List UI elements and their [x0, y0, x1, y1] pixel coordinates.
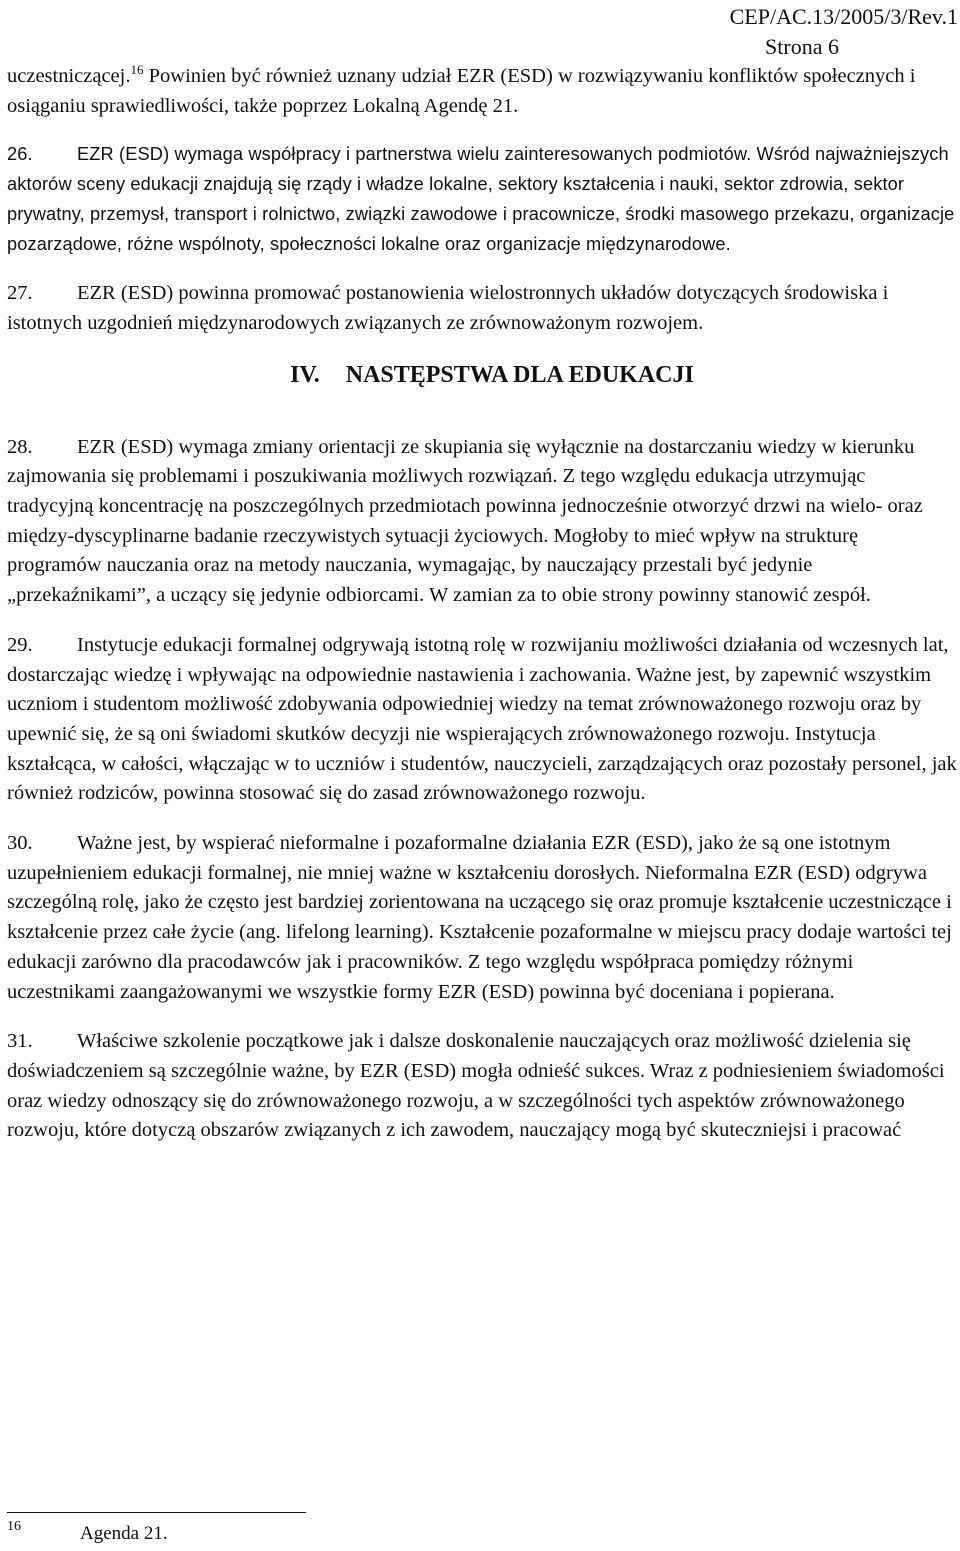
footnote-reference: 16 — [130, 62, 144, 77]
paragraph-26 — [7, 140, 957, 259]
paragraph-text: Ważne jest, by wspierać nieformalne i pozaformalne działania EZR (ESD), jako że są one istotnym uzupełnieniem edukacji formalnej, nie mniej ważne w kształceniu dorosłych. Nieformalna EZR (ESD) odgrywa szczególną rolę, jako że często jest bardziej zorientowana na uczącego się oraz promuje kształcenie uczestniczące i kształcenie przez całe życie (ang. lifelong learning). Kształcenie pozaformalne w miejscu pracy dodaje wartości tej edukacji zarówno dla pracodawców jak i pracowników. Z tego względu współpraca pomiędzy różnymi uczestnikami zaangażowanymi we wszystkie formy EZR (ESD) powinna być doceniana i popierana. — [7, 832, 952, 1003]
paragraph-number: 26. — [7, 144, 33, 165]
section-title: NASTĘPSTWA DLA EDUKACJI — [345, 361, 694, 388]
paragraph-text-b: Powinien być również uznany udział EZR (ESD) w rozwiązywaniu konfliktów społecznych i osiąganiu sprawiedliwości, także poprzez Lokalną Agendę 21. — [7, 65, 916, 117]
paragraph-text: Właściwe szkolenie początkowe jak i dalsze doskonalenie nauczających oraz możliwość dzielenia się doświadczeniem są szczególnie ważne, by EZR (ESD) mogła odnieść sukces. Wraz z podniesieniem świadomości oraz wiedzy odnoszący się do zrównoważonego rozwoju, a w szczególności tych aspektów zrównoważonego rozwoju, które dotyczą obszarów związanych z ich zawodem, nauczający mogą być skuteczniejsi i pracować — [7, 1030, 945, 1142]
paragraph-30 — [7, 829, 957, 1007]
paragraph-29 — [7, 631, 957, 809]
footnote-text: Agenda 21. — [80, 1523, 168, 1544]
page-number: Strona 6 — [765, 34, 839, 59]
paragraph-number: 31. — [7, 1030, 33, 1053]
footnote-separator — [7, 1512, 306, 1513]
paragraph-continuation — [7, 62, 957, 121]
paragraph-number: 27. — [7, 282, 33, 305]
document-reference: CEP/AC.13/2005/3/Rev.1 — [729, 4, 958, 29]
page-header — [730, 2, 958, 62]
document-body — [7, 62, 957, 1166]
paragraph-27 — [7, 279, 957, 338]
footnote: 16 Agenda 21. — [7, 1519, 168, 1544]
paragraph-number: 29. — [7, 633, 33, 656]
section-heading — [7, 360, 957, 390]
paragraph-28 — [7, 433, 957, 611]
paragraph-text: EZR (ESD) wymaga współpracy i partnerstwa wielu zainteresowanych podmiotów. Wśród najważniejszych aktorów sceny edukacji znajdują się rządy i władze lokalne, sektory kształcenia i nauki, sektor zdrowia, sektor prywatny, przemysł, transport i rolnictwo, związki zawodowe i pracownicze, środki masowego przekazu, organizacje pozarządowe, różne wspólnoty, społeczności lokalne oraz organizacje międzynarodowe. — [7, 144, 955, 254]
paragraph-number: 28. — [7, 435, 33, 458]
paragraph-text: Instytucje edukacji formalnej odgrywają istotną rolę w rozwijaniu możliwości działania od wczesnych lat, dostarczając wiedzę i wpływając na odpowiednie nastawienia i zachowania. Ważne jest, by zapewnić wszystkim uczniom i studentom możliwość zdobywania odpowiedniej wiedzy na temat zrównoważonego rozwoju oraz by upewnić się, że są oni świadomi skutków decyzji nie wspierających zrównoważonego rozwoju. Instytucja kształcąca, w całości, włączając w to uczniów i studentów, nauczycieli, zarządzających oraz pozostały personel, jak również rodziców, powinna stosować się do zasad zrównoważonego rozwoju. — [7, 633, 957, 805]
paragraph-text: EZR (ESD) wymaga zmiany orientacji ze skupiania się wyłącznie na dostarczaniu wiedzy w kierunku zajmowania się problemami i poszukiwania możliwych rozwiązań. Z tego względu edukacja utrzymując tradycyjną koncentrację na poszczególnych przedmiotach powinna jednocześnie otworzyć drzwi na wielo- oraz między-dyscyplinarne badanie rzeczywistych sytuacji życiowych. Mogłoby to mieć wpływ na strukturę programów nauczania oraz na metody nauczania, wymagając, by nauczający przestali być jedynie „przekaźnikami”, a uczący się jedynie odbiorcami. W zamian za to obie strony powinny stanowić zespół. — [7, 435, 923, 607]
paragraph-number: 30. — [7, 832, 33, 855]
paragraph-text: EZR (ESD) powinna promować postanowienia wielostronnych układów dotyczących środowiska i istotnych uzgodnień międzynarodowych związanych ze zrównoważonym rozwojem. — [7, 282, 889, 334]
paragraph-text-a: uczestniczącej. — [7, 65, 131, 87]
paragraph-31 — [7, 1027, 957, 1146]
section-number: IV. — [290, 361, 320, 388]
